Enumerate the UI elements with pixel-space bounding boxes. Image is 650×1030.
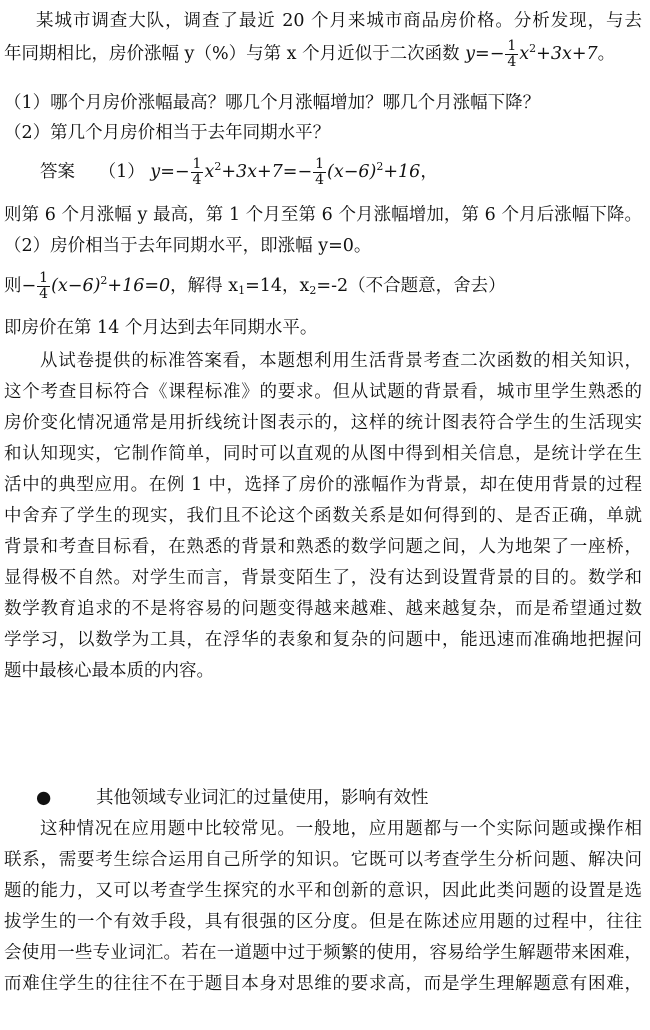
answer-part-1: 答案 （1） y=− $\frac{1}{4}$ $x^2+3x+7=-$ $\frac{1}{4}$ $(x-6)^2+16$， xyxy=(40,156,438,188)
section-heading xyxy=(0,787,650,809)
section-line: 题的能力，又可以考查学生探究的水平和创新的意识，因此此类问题的设置是选 xyxy=(4,881,642,901)
section-line: 拔学生的一个有效手段，具有很强的区分度。但是在陈述应用题的过程中，往往 xyxy=(4,912,642,932)
commentary-line: 房价变化情况通常是用折线统计图表示的，这样的统计图表符合学生的生活现实 xyxy=(4,413,642,433)
commentary-line: 学学习，以数学为工具，在浮华的表象和复杂的问题中，能迅速而准确地把握问 xyxy=(4,630,642,650)
commentary-line: 背景和考查目标看，在熟悉的背景和熟悉的数学问题之间，人为地架了一座桥， xyxy=(4,537,642,557)
equation-formula: − $\frac{1}{4}$ $(x-6)^2+16=0$ xyxy=(21,270,171,302)
answer-solve-line: 则− $\frac{1}{4}$ $(x-6)^2+16=0$，解得 $x_1=14$，$x_2=-2$（不合题意，舍去） xyxy=(4,270,506,302)
solution-1: =14，x xyxy=(245,276,310,296)
problem-line-2-text: 年同期相比，房价涨幅 y（%）与第 x 个月近似于二次函数 xyxy=(4,44,460,64)
commentary-line: 题中最核心最本质的内容。 xyxy=(4,661,214,681)
section-line: 会使用一些专业词汇。若在一道题中过于频繁的使用，容易给学生解题带来困难， xyxy=(4,943,642,963)
section-line: 联系，需要考生综合运用自己所学的知识。它既可以考查学生分析问题、解决问 xyxy=(4,850,642,870)
section-line: 而难住学生的往往不在于题目本身对思维的要求高，而是学生理解题意有困难， xyxy=(4,974,642,994)
problem-line-1: 某城市调查大队，调查了最近 20 个月来城市商品房价格。分析发现，与去 xyxy=(36,11,642,31)
answer-part-1-number: （1） xyxy=(98,162,145,182)
answer-conclusion-1: 则第 6 个月涨幅 y 最高，第 1 个月至第 6 个月涨幅增加，第 6 个月后涨幅下降。 xyxy=(4,205,642,225)
commentary-line: 这个考查目标符合《课程标准》的要求。但从试题的背景看，城市里学生熟悉的 xyxy=(4,382,642,402)
quadratic-formula: y=− $\frac{1}{4}$ $x^2+3x+7$ xyxy=(465,38,598,70)
answer-final: 即房价在第 14 个月达到去年同期水平。 xyxy=(4,318,318,338)
commentary-line: 数学教育追求的不是将容易的问题变得越来越难、越来越复杂，而是希望通过数 xyxy=(4,599,642,619)
commentary-line: 从试卷提供的标准答案看，本题想利用生活背景考查二次函数的相关知识， xyxy=(40,351,642,371)
question-1: （1）哪个月房价涨幅最高？哪几个月涨幅增加？哪几个月涨幅下降？ xyxy=(4,93,541,113)
vertex-form-formula: y=− $\frac{1}{4}$ $x^2+3x+7=-$ $\frac{1}{4}$ $(x-6)^2+16$ xyxy=(150,156,421,188)
commentary-line: 中舍弃了学生的现实，我们且不论这个函数关系是如何得到的、是否正确，单就 xyxy=(4,506,642,526)
commentary-line: 活中的典型应用。在例 1 中，选择了房价的涨幅作为背景，却在使用背景的过程 xyxy=(4,475,642,495)
commentary-line: 显得极不自然。对学生而言，背景变陌生了，没有达到设置背景的目的。数学和 xyxy=(4,568,642,588)
answer-part-2: （2）房价相当于去年同期水平，即涨幅 y=0。 xyxy=(4,236,372,256)
commentary-line: 和认知现实，它制作简单，同时可以直观的从图中得到相关信息，是统计学在生 xyxy=(4,444,642,464)
problem-line-2: 年同期相比，房价涨幅 y（%）与第 x 个月近似于二次函数 y=− $\frac{1}{4}$ $x^2+3x+7$。 xyxy=(4,38,616,70)
solve-text: ，解得 x xyxy=(170,276,239,296)
section-line: 这种情况在应用题中比较常见。一般地，应用题都与一个实际问题或操作相 xyxy=(40,819,642,839)
answer-label: 答案 xyxy=(40,162,75,182)
question-2: （2）第几个月房价相当于去年同期水平？ xyxy=(4,123,331,143)
bullet-icon: ● xyxy=(36,788,52,808)
solution-2: =-2（不合题意，舍去） xyxy=(316,276,506,296)
section-heading-text: 其他领域专业词汇的过量使用，影响有效性 xyxy=(96,788,429,808)
solve-prefix: 则 xyxy=(4,276,22,296)
